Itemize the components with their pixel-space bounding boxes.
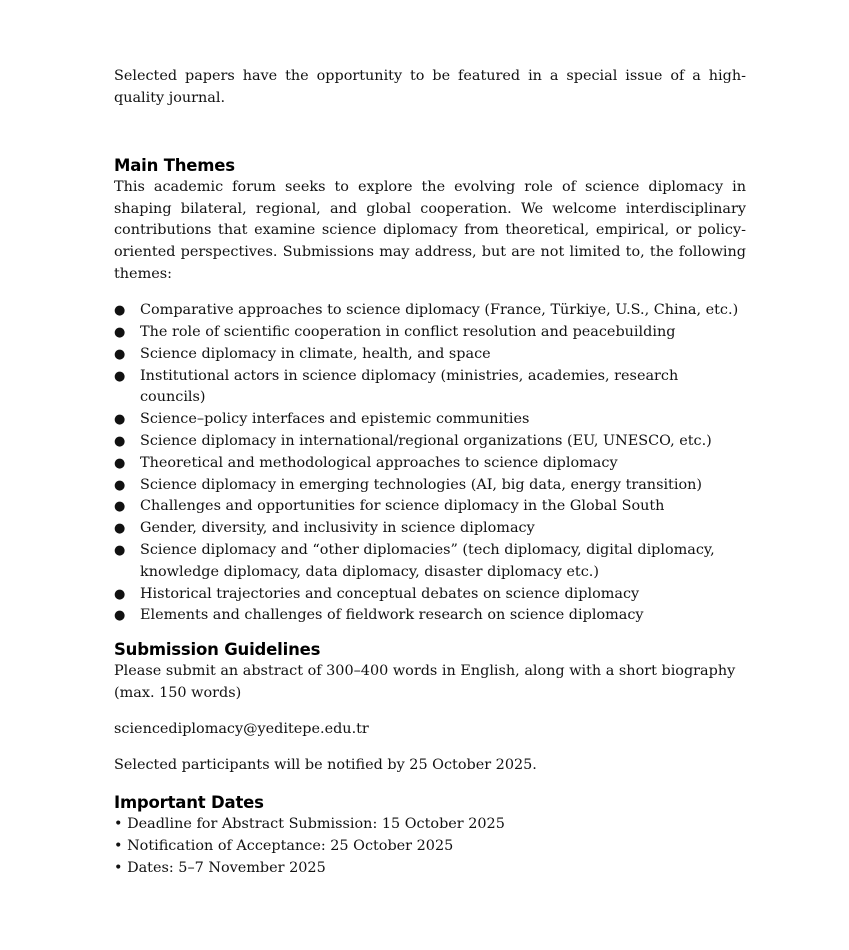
list-item: ● Historical trajectories and conceptual debates on science diplomacy	[114, 584, 746, 606]
document-page	[114, 66, 746, 879]
bullet-icon: ●	[114, 303, 126, 319]
list-item: ● Institutional actors in science diplomacy (ministries, academies, research councils)	[114, 367, 679, 406]
bullet-icon: ●	[114, 368, 126, 384]
date-item-deadline: • Deadline for Abstract Submission: 15 October 2025	[114, 816, 505, 833]
bullet-icon: ●	[114, 346, 126, 362]
notification-paragraph: Selected participants will be notified by 25 October 2025.	[114, 756, 537, 773]
bullet-icon: ●	[114, 433, 126, 449]
list-item: ● The role of scientific cooperation in conflict resolution and peacebuilding	[114, 322, 746, 344]
bullet-icon: ●	[114, 412, 126, 428]
bullet-icon: ●	[114, 542, 126, 558]
list-item: ● Science diplomacy in international/regional organizations (EU, UNESCO, etc.)	[114, 431, 746, 453]
list-item: ● Gender, diversity, and inclusivity in science diplomacy	[114, 518, 746, 540]
bullet-icon: ●	[114, 608, 126, 624]
date-item-event: • Dates: 5–7 November 2025	[114, 859, 326, 876]
bullet-icon: ●	[114, 521, 126, 537]
list-item: ● Comparative approaches to science diplomacy (France, Türkiye, U.S., China, etc.)	[114, 300, 746, 322]
contact-email: sciencediplomacy@yeditepe.edu.tr	[114, 721, 369, 738]
important-dates-heading: Important Dates	[114, 793, 264, 813]
bullet-icon: ●	[114, 324, 126, 340]
bullet-icon: ●	[114, 455, 126, 471]
intro-paragraph: Selected papers have the opportunity to be featured in a special issue of a high-quality journal.	[114, 68, 746, 106]
list-item: ● Science diplomacy and “other diplomacies” (tech diplomacy, digital diplomacy, knowledge diplomacy, data diplomacy, disaster diplomacy etc.)	[114, 541, 715, 580]
important-dates-list	[114, 814, 746, 879]
main-themes-paragraph: This academic forum seeks to explore the evolving role of science diplomacy in shaping bilateral, regional, and global cooperation. We welcome interdisciplinary contributions that examine science diplomacy from theoretical, empirical, or policy-oriented perspectives. Submissions may address, but are not limited to, the following themes:	[114, 179, 746, 282]
bullet-icon: ●	[114, 477, 126, 493]
themes-list	[114, 300, 746, 627]
list-item: ● Science diplomacy in climate, health, and space	[114, 344, 746, 366]
list-item: ● Science–policy interfaces and epistemic communities	[114, 409, 746, 431]
submission-guidelines-heading: Submission Guidelines	[114, 640, 321, 660]
submission-guidelines-paragraph: Please submit an abstract of 300–400 words in English, along with a short biography (max. 150 words)	[114, 663, 736, 701]
main-themes-heading: Main Themes	[114, 156, 235, 176]
date-item-notification: • Notification of Acceptance: 25 October 2025	[114, 838, 454, 855]
list-item: ● Theoretical and methodological approaches to science diplomacy	[114, 453, 746, 475]
bullet-icon: ●	[114, 586, 126, 602]
list-item: ● Challenges and opportunities for science diplomacy in the Global South	[114, 496, 746, 518]
list-item: ● Science diplomacy in emerging technologies (AI, big data, energy transition)	[114, 475, 746, 497]
bullet-icon: ●	[114, 499, 126, 515]
list-item: ● Elements and challenges of fieldwork research on science diplomacy	[114, 605, 746, 627]
